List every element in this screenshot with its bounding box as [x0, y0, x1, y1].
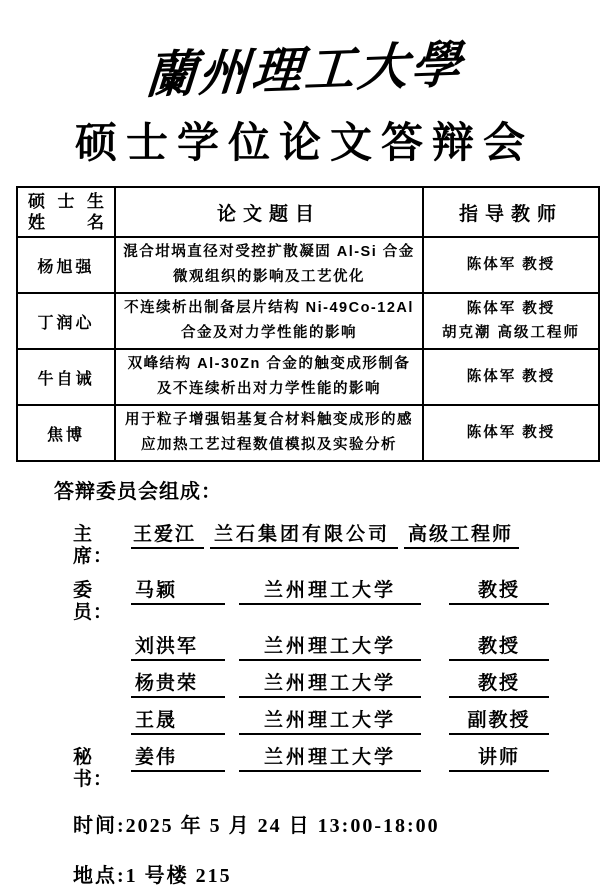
member-title: 教授 — [449, 580, 549, 605]
header-char: 硕 — [28, 192, 45, 211]
header-supervisor: 指导教师 — [423, 187, 599, 237]
committee-member-row — [73, 580, 609, 624]
thesis-title: 双峰结构 Al-30Zn 合金的触变成形制备及不连续析出对力学性能的影响 — [115, 349, 423, 405]
committee-secretary-row — [73, 747, 609, 791]
supervisor: 陈体军 教授 — [423, 349, 599, 405]
supervisor — [423, 293, 599, 349]
member-affiliation: 兰州理工大学 — [239, 636, 421, 661]
defense-time: 时间:2025 年 5 月 24 日 13:00-18:00 — [73, 815, 440, 837]
university-logo — [0, 30, 609, 104]
member-name: 王晟 — [131, 710, 225, 735]
header-char: 士 — [57, 192, 75, 211]
member-title: 教授 — [449, 636, 549, 661]
supervisor: 陈体军 教授 — [423, 237, 599, 293]
page-title: 硕士学位论文答辩会 — [74, 121, 534, 167]
student-name: 杨旭强 — [17, 237, 115, 293]
secretary-role-label: 秘书： — [73, 747, 114, 790]
committee-member-row — [73, 710, 609, 735]
member-name: 马颖 — [131, 580, 225, 605]
committee-member-row — [73, 636, 609, 661]
secretary-name: 姜伟 — [131, 747, 225, 772]
student-name: 丁润心 — [17, 293, 115, 349]
committee-heading: 答辩委员会组成： — [54, 481, 222, 503]
secretary-affiliation: 兰州理工大学 — [239, 747, 421, 772]
member-affiliation: 兰州理工大学 — [239, 710, 421, 735]
member-title: 教授 — [449, 673, 549, 698]
member-title: 副教授 — [449, 710, 549, 735]
student-name: 焦博 — [17, 405, 115, 461]
defense-table — [16, 186, 600, 462]
defense-location: 地点:1 号楼 215 — [73, 865, 232, 887]
chairman-role-label: 主席： — [73, 524, 114, 567]
table-row — [17, 349, 599, 405]
supervisor: 陈体军 教授 — [423, 405, 599, 461]
members-role-label: 委员： — [73, 580, 114, 623]
table-row — [17, 293, 599, 349]
table-header-row — [17, 187, 599, 237]
chairman-affiliation: 兰石集团有限公司 — [210, 524, 398, 549]
member-name: 刘洪军 — [131, 636, 225, 661]
header-student-name — [17, 187, 115, 237]
committee-chairman-row — [73, 524, 609, 568]
secretary-title: 讲师 — [449, 747, 549, 772]
university-logo-calligraphy: 蘭州理工大學 — [143, 34, 466, 105]
student-name: 牛自诫 — [17, 349, 115, 405]
header-thesis-title: 论文题目 — [115, 187, 423, 237]
thesis-title: 不连续析出制备层片结构 Ni-49Co-12Al 合金及对力学性能的影响 — [115, 293, 423, 349]
committee-list — [73, 524, 609, 791]
thesis-title: 混合坩埚直径对受控扩散凝固 Al-Si 合金微观组织的影响及工艺优化 — [115, 237, 423, 293]
header-char: 姓 — [28, 213, 45, 232]
member-name: 杨贵荣 — [131, 673, 225, 698]
header-char: 名 — [87, 213, 104, 232]
thesis-title: 用于粒子增强铝基复合材料触变成形的感应加热工艺过程数值模拟及实验分析 — [115, 405, 423, 461]
committee-member-row — [73, 673, 609, 698]
table-row — [17, 405, 599, 461]
chairman-title: 高级工程师 — [404, 524, 519, 549]
member-affiliation: 兰州理工大学 — [239, 673, 421, 698]
member-affiliation: 兰州理工大学 — [239, 580, 421, 605]
header-char: 生 — [87, 192, 104, 211]
supervisor-line: 陈体军 教授 — [466, 301, 556, 317]
chairman-name: 王爱江 — [131, 524, 204, 549]
table-row — [17, 237, 599, 293]
supervisor-line: 胡克潮 高级工程师 — [441, 325, 581, 341]
